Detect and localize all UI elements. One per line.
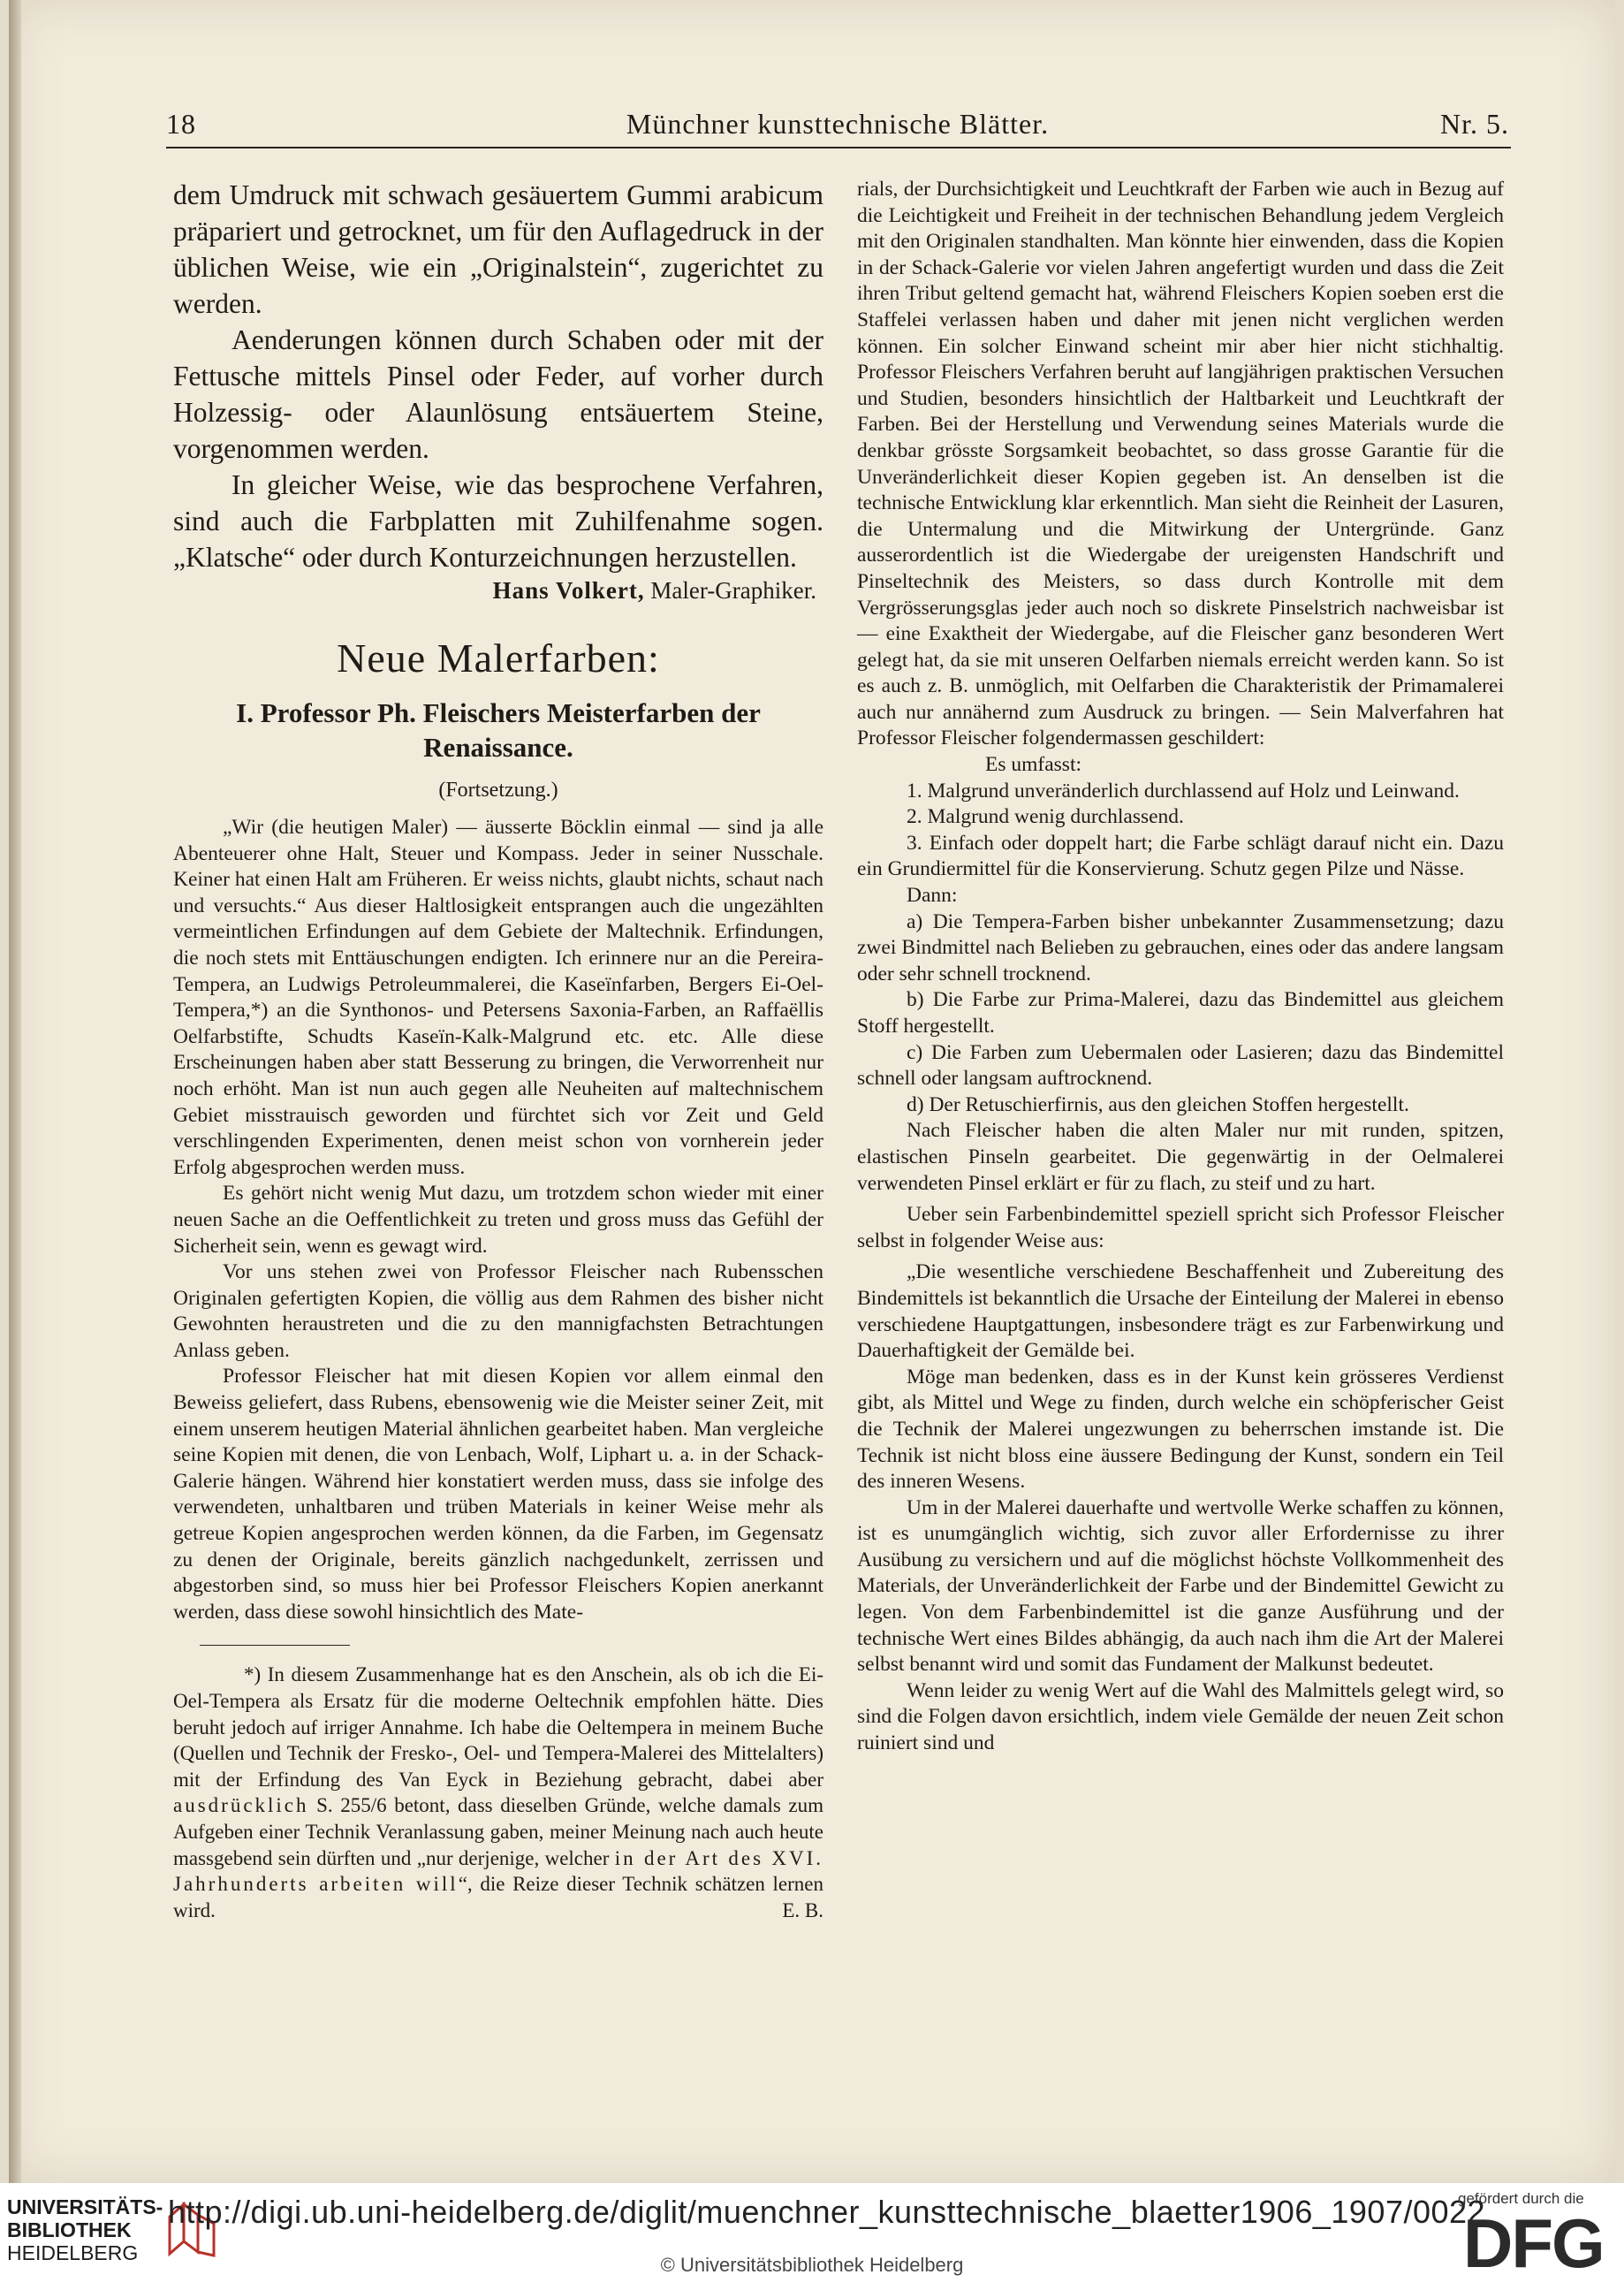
body-paragraph: Professor Fleischer hat mit diesen Kopien vor allem einmal den Beweiss geliefert, dass Rubens, ebensowenig wie die Meister seiner Zeit, mit einem unserem heutigen Material ähnlichen gearbeitet haben. Man vergleiche seine Kopien mit denen, die von Lenbach, Wolf, Liphart u. a. in der Schack-Galerie hängen. Während hier konstatiert werden muss, dass sie infolge des verwendeten, unhaltbaren und trüben Materials in keiner Weise mehr als getreue Kopien angesprochen werden können, da die Farben, im Gegensatz zu denen der Originale, bereits gänzlich nachgedunkelt, zerrissen und abgestorben sind, so muss hier bei Professor Fleischers Kopien anerkannt werden, dass diese sowohl hinsichtlich des Mate- xyxy=(173,1365,823,1624)
library-name-line: UNIVERSITÄTS- xyxy=(7,2195,163,2218)
list-intro: Dann: xyxy=(907,884,958,908)
digitization-footer xyxy=(0,2183,1624,2290)
library-name-line: HEIDELBERG xyxy=(7,2241,139,2264)
body-paragraph: „Wir (die heutigen Maler) — äusserte Böcklin einmal — sind ja alle Abenteuerer ohne Halt, Steuer und Kompass. Jeder in seiner Nusschale. Keiner hat einen Halt am Früheren. Er weiss nichts, glaubt nichts, schaut nach und versuchts.“ Aus dieser Haltlosigkeit entsprangen auch die ungezählten vermeintlichen Erfindungen auf dem Gebiete der Maltechnik. Erfindungen, die noch stets mit Enttäuschungen endigten. Ich erinnere nur an die Pereira-Tempera, an Ludwigs Petroleummalerei, die Kaseïnfarben, Bergers Ei-Oel-Tempera,*) an die Synthonos- und Petersens Saxonia-Farben, an Raffaëllis Oelfarbstifte, Schudts Kaseïn-Kalk-Malgrund etc. etc. Alle diese Erscheinungen haben aber statt Besserung zu bringen, die Verworrenheit nur noch erhöht. Man ist nun auch gegen alle Neuheiten auf maltechnischem Gebiet misstrauisch geworden und fürchtet sich vor Zeit und Geld verschlingenden Experimenten, denen meist schon von vornherein jeder Erfolg abgesprochen werden muss. xyxy=(173,816,823,1179)
list-item: a) Die Tempera-Farben bisher unbekannter Zusammensetzung; dazu zwei Bindmittel nach Belieben zu gebrauchen, eines oder das andere langsam oder sehr schnell trocknend. xyxy=(857,909,1504,985)
body-paragraph: Vor uns stehen zwei von Professor Fleischer nach Rubensschen Originalen gefertigten Kopien, die völlig aus dem Rahmen des bisher nicht Gewohnten heraustreten und die zu den mannigfachsten Betrachtungen Anlass geben. xyxy=(173,1260,823,1362)
footnote-initials: E. B. xyxy=(782,1898,823,1921)
list-item: 2. Malgrund wenig durchlassend. xyxy=(907,805,1184,829)
footnote-emphasis: in der Art des XVI. Jahrhunderts arbeiten will xyxy=(173,1846,824,1896)
quote-paragraph: Um in der Malerei dauerhafte und wertvolle Werke schaffen zu können, ist es unumgänglich wichtig, sich zuvor aller Erfordernisse zu ihrer Ausübung zu versichern und auf die möglichst höchste Vollkommenheit des Materials, der Unveränderlichkeit der Farbe und der Bindemittel Gewicht zu legen. Von dem Farbenbindemittel ist die ganze Ausführung und der technische Wert eines Bildes abhängig, da auch nach ihm die Art der Malerei selbst benannt wird und somit das Fundament der Malkunst bedeutet. xyxy=(857,1495,1504,1677)
body-paragraph: rials, der Durchsichtigkeit und Leuchtkraft der Farben wie auch in Bezug auf die Leichtigkeit und Freiheit in der technischen Behandlung jedem Vergleich mit den Originalen standhalten. Man könnte hier einwenden, dass die Kopien in der Schack-Galerie vor vielen Jahren angefertigt wurden und dass die Zeit ihren Tribut geltend gemacht hat, während Fleischers Kopien soeben erst die Staffelei verlassen haben und daher mit jenen nicht verglichen werden können. Ein solcher Einwand scheint mir aber hier nicht stichhaltig. Professor Fleischers Verfahren beruht auf langjährigen praktischen Versuchen und Studien, besonders hinsichtlich der Haltbarkeit und Leuchtkraft der Farben. Bei der Herstellung und Verwendung seines Materials wurde die denkbar grösste Sorgsamkeit beobachtet, so dass grosse Garantie für die Unveränderlichkeit dieser Kopien gegeben ist. An denselben ist die technische Entwicklung klar erkenntlich. Man sieht die Reinheit der Lasuren, die Untermalung und die Mitwirkung der Untergründe. Ganz ausserordentlich ist die Wiedergabe der ureigensten Handschrift und Pinseltechnik des Meisters, so dass durch Kontrolle mit dem Vergrösserungsglas jeder auch noch so diskrete Pinselstrich nachweisbar ist — eine Exaktheit der Wiedergabe, auf die Fleischer ganz besonderen Wert gelegt hat, da sie mit unseren Oelfarben niemals erreicht werden kann. So ist es auch z. B. unmöglich, mit Oelfarben die Charakteristik der Primamalerei auch nur annähernd zum Ausdruck zu bringen. — Sein Malverfahren hat Professor Fleischer folgendermassen geschildert: xyxy=(857,178,1504,750)
article-subtitle: I. Professor Ph. Fleischers Meisterfarben der Renaissance. xyxy=(236,697,761,763)
list-item: c) Die Farben zum Uebermalen oder Lasieren; dazu das Bindemittel schnell oder langsam auftrocknend. xyxy=(857,1040,1504,1091)
body-paragraph: Es gehört nicht wenig Mut dazu, um trotzdem schon wieder mit einer neuen Sache an die Oeffentlichkeit zu treten und gross muss das Gefühl der Sicherheit sein, wenn es gewagt wird. xyxy=(173,1182,823,1258)
section-title: Neue Malerfarben: xyxy=(337,635,660,681)
footnote-emphasis: ausdrücklich xyxy=(173,1794,309,1817)
quote-paragraph: „Die wesentliche verschiedene Beschaffenheit und Zubereitung des Bindemittels ist bekanntlich die Ursache der Einteilung der Malerei in ebenso verschiedene Hauptgattungen, insbesondere trägt es zur Farbenwirkung und Dauerhaftigkeit der Gemälde bei. xyxy=(857,1260,1504,1363)
dfg-logo[interactable]: DFG xyxy=(1463,2204,1604,2282)
page-number: 18 xyxy=(166,108,196,140)
author-name: Hans Volkert, xyxy=(492,577,645,604)
funding-note: gefördert durch die xyxy=(1458,2190,1584,2207)
header-rule xyxy=(166,147,1511,148)
library-name-line: BIBLIOTHEK xyxy=(7,2218,132,2241)
issue-number: Nr. 5. xyxy=(1440,108,1509,140)
list-item: 1. Malgrund unveränderlich durchlassend auf Holz und Leinwand. xyxy=(907,779,1460,803)
body-paragraph: Nach Fleischer haben die alten Maler nur mit runden, spitzen, elastischen Pinseln gearbeitet. Die gegenwärtig in der Oelmalerei verwendeten Pinsel erklärt er für zu flach, zu steif und zu hart. xyxy=(857,1119,1504,1195)
footnote-text: “, die Reize dieser Technik schätzen lernen wird. xyxy=(173,1873,823,1921)
page-spine-shadow xyxy=(9,0,21,2183)
list-item: 3. Einfach oder doppelt hart; die Farbe schlägt darauf nicht ein. Dazu ein Grundiermittel für die Konservierung. Schutz gegen Pilze und Nässe. xyxy=(857,831,1504,881)
permalink-url[interactable]: http://digi.ub.uni-heidelberg.de/diglit/muenchner_kunsttechnische_blaetter1906_1907/0022 xyxy=(168,2194,1486,2230)
left-column xyxy=(173,177,823,1923)
footnote-text: S. 255/6 betont, dass dieselben Gründe, welche damals zum Aufgeben einer Technik Veranlassung gaben, meiner Meinung nach auch heute massgebend sein dürften und „nur derjenige, welcher xyxy=(173,1794,823,1869)
right-column xyxy=(857,177,1504,1757)
body-paragraph: Ueber sein Farbenbindemittel speziell spricht sich Professor Fleischer selbst in folgender Weise aus: xyxy=(857,1203,1504,1252)
list-item: d) Der Retuschierfirnis, aus den gleichen Stoffen hergestellt. xyxy=(907,1092,1409,1116)
author-signature xyxy=(173,577,823,605)
list-item: b) Die Farbe zur Prima-Malerei, dazu das Bindemittel aus gleichem Stoff hergestellt. xyxy=(857,988,1504,1038)
intro-paragraph: Aenderungen können durch Schaben oder mit der Fettusche mittels Pinsel oder Feder, auf vorher durch Holzessig- oder Alaunlösung entsäuertem Steine, vorgenommen werden. xyxy=(173,324,823,464)
footnote-divider xyxy=(200,1645,350,1646)
copyright-notice: © Universitätsbibliothek Heidelberg xyxy=(660,2254,964,2276)
footnote-text: *) In diesem Zusammenhange hat es den Anschein, als ob ich die Ei-Oel-Tempera als Ersatz für die moderne Oeltechnik empfohlen hätte. Dies beruht jedoch auf irriger Annahme. Ich habe die Oeltempera in meinem Buche (Quellen und Technik der Fresko-, Oel- und Tempera-Malerei des Mittelalters) mit der Erfindung des Van Eyck in Beziehung gebracht, dabei aber xyxy=(173,1663,823,1791)
continuation-note: (Fortsetzung.) xyxy=(438,779,558,802)
author-role: Maler-Graphiker. xyxy=(650,577,816,604)
article-body-left xyxy=(173,815,823,1625)
intro-paragraph: In gleicher Weise, wie das besprochene Verfahren, sind auch die Farbplatten mit Zuhilfenahme sogen. „Klatsche“ oder durch Konturzeichnungen herzustellen. xyxy=(173,469,823,573)
running-header xyxy=(166,104,1509,150)
quote-paragraph: Möge man bedenken, dass es in der Kunst kein grösseres Verdienst gibt, als Mittel und Wege zu finden, durch welche ein schöpferischer Geist die Technik der Malerei ungezwungen zu beherrschen imstande ist. Die Technik ist nicht bloss eine äussere Bedingung der Kunst, sondern ein Teil des inneren Wesens. xyxy=(857,1365,1504,1494)
list-intro: Es umfasst: xyxy=(985,753,1082,777)
quote-paragraph: Wenn leider zu wenig Wert auf die Wahl des Malmittels gelegt wird, so sind die Folgen davon ersichtlich, indem viele Gemälde der neuen Zeit schon ruiniert sind und xyxy=(857,1678,1504,1755)
journal-title: Münchner kunsttechnische Blätter. xyxy=(626,108,1050,140)
article-body-right xyxy=(857,177,1504,1757)
footnote xyxy=(173,1662,823,1923)
footnote-paragraph xyxy=(173,1662,823,1923)
intro-text xyxy=(173,177,823,575)
intro-paragraph: dem Umdruck mit schwach gesäuertem Gummi arabicum präpariert und getrocknet, um für den Auflagedruck in der üblichen Weise, wie ein „Originalstein“, zugerichtet zu werden. xyxy=(173,179,823,319)
